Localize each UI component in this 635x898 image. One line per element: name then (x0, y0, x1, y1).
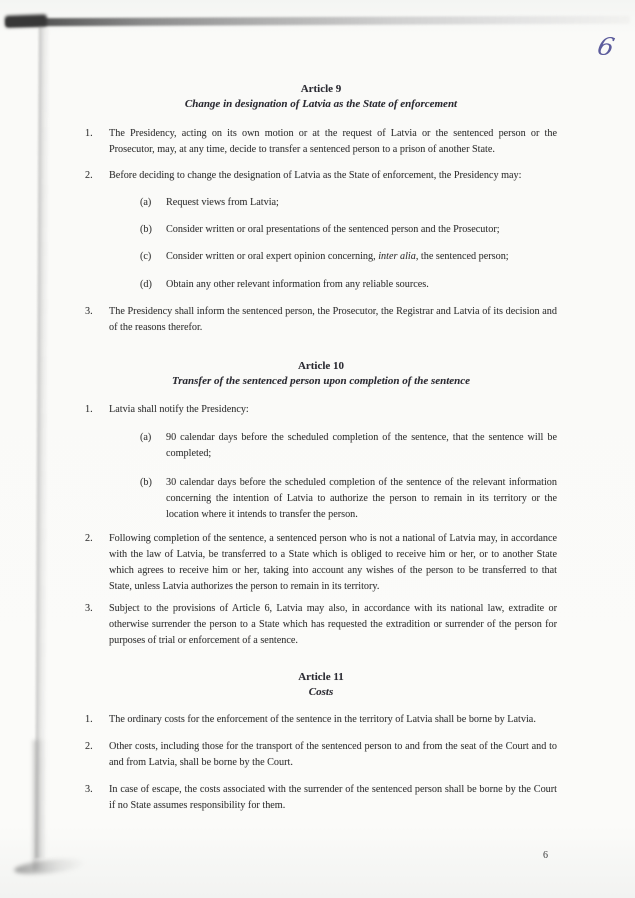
paragraph-number: 3. (85, 306, 93, 317)
paragraph (85, 168, 557, 184)
scan-left-page-edge-shadow (35, 26, 50, 858)
paragraph-text: In case of escape, the costs associated with the surrender of the sentenced person shall be borne by the Court if no State assumes responsibility for them. (109, 784, 557, 811)
article-10-heading: Article 10 (297, 360, 345, 372)
list-item-text-before: Consider written or oral expert opinion concerning, (166, 251, 379, 262)
article-11-subtitle: Costs (308, 686, 334, 698)
list-item-text-after: , the sentenced person; (415, 251, 509, 262)
paragraph-text: Before deciding to change the designation of Latvia as the State of enforcement, the Presidency may: (109, 170, 522, 181)
list-item (85, 222, 557, 238)
paragraph-text: Other costs, including those for the transport of the sentenced person to and from the seat of the Court and to and from Latvia, shall be borne by the Court. (109, 741, 557, 768)
paragraph-text: The Presidency shall inform the sentenced person, the Prosecutor, the Registrar and Latvia of its decision and of the reasons therefor. (109, 306, 557, 333)
paragraph-number: 3. (85, 784, 93, 795)
paragraph-text: Latvia shall notify the Presidency: (109, 404, 249, 415)
scan-left-lower-shadow (33, 740, 47, 870)
list-item-text (166, 251, 509, 262)
paragraph-number: 1. (85, 128, 93, 139)
paragraph (85, 782, 557, 814)
list-item-text: Obtain any other relevant information from any reliable sources. (166, 279, 429, 290)
article-11-heading: Article 11 (298, 671, 344, 683)
article-10-subtitle: Transfer of the sentenced person upon completion of the sentence (171, 375, 471, 387)
article-9-subtitle: Change in designation of Latvia as the State of enforcement (184, 98, 458, 110)
list-item (85, 430, 557, 462)
paragraph (85, 402, 557, 418)
paragraph-text: The ordinary costs for the enforcement of the sentence in the territory of Latvia shall be borne by Latvia. (109, 714, 536, 725)
paragraph-number: 2. (85, 533, 93, 544)
paragraph-text: Following completion of the sentence, a sentenced person who is not a national of Latvia may, in accordance with the law of Latvia, be transferred to a State which is obliged to receive him or her, or to another State which agrees to receive him or her, taking into account any wishes of the person to be transferred to that State, unless Latvia authorizes the person to remain in its territory. (109, 533, 557, 592)
paragraph-number: 2. (85, 170, 93, 181)
paragraph (85, 739, 557, 771)
list-item-label: (b) (140, 477, 152, 488)
list-item-label: (d) (140, 279, 152, 290)
scan-bottom-corner-smudge (14, 856, 87, 876)
list-item-label: (a) (140, 432, 152, 443)
document-body (85, 0, 557, 814)
list-item-label: (b) (140, 224, 152, 235)
handwritten-page-number: 6 (594, 31, 618, 62)
paragraph-text: The Presidency, acting on its own motion or at the request of Latvia or the sentenced person or the Prosecutor, may, at any time, decide to transfer a sentenced person to a prison of another State. (109, 128, 557, 155)
list-item-text: Request views from Latvia; (166, 197, 279, 208)
list-item (85, 249, 557, 265)
list-item-text: Consider written or oral presentations of the sentenced person and the Prosecutor; (166, 224, 500, 235)
paragraph-number: 1. (85, 404, 93, 415)
article-9-heading: Article 9 (300, 83, 342, 95)
list-item-text: 90 calendar days before the scheduled completion of the sentence, that the sentence will be completed; (166, 432, 557, 459)
paragraph (85, 304, 557, 336)
list-item-label: (c) (140, 251, 152, 262)
footer-page-number: 6 (543, 850, 548, 861)
paragraph (85, 601, 557, 649)
paragraph (85, 531, 557, 595)
paragraph-number: 3. (85, 603, 93, 614)
paragraph-number: 1. (85, 714, 93, 725)
paragraph-text: Subject to the provisions of Article 6, Latvia may also, in accordance with its national law, extradite or otherwise surrender the person to a State which has requested the extradition or surrender of the person for purposes of trial or enforcement of a sentence. (109, 603, 557, 646)
list-item (85, 277, 557, 293)
list-item (85, 195, 557, 211)
list-item-label: (a) (140, 197, 152, 208)
list-item-text-italic: inter alia (378, 251, 416, 262)
paragraph (85, 712, 557, 728)
list-item (85, 475, 557, 523)
paragraph-number: 2. (85, 741, 93, 752)
list-item-text: 30 calendar days before the scheduled completion of the sentence of the relevant information concerning the intention of Latvia to authorize the person to remain in its territory or the location where it intends to transfer the person. (166, 477, 557, 520)
paragraph (85, 126, 557, 158)
